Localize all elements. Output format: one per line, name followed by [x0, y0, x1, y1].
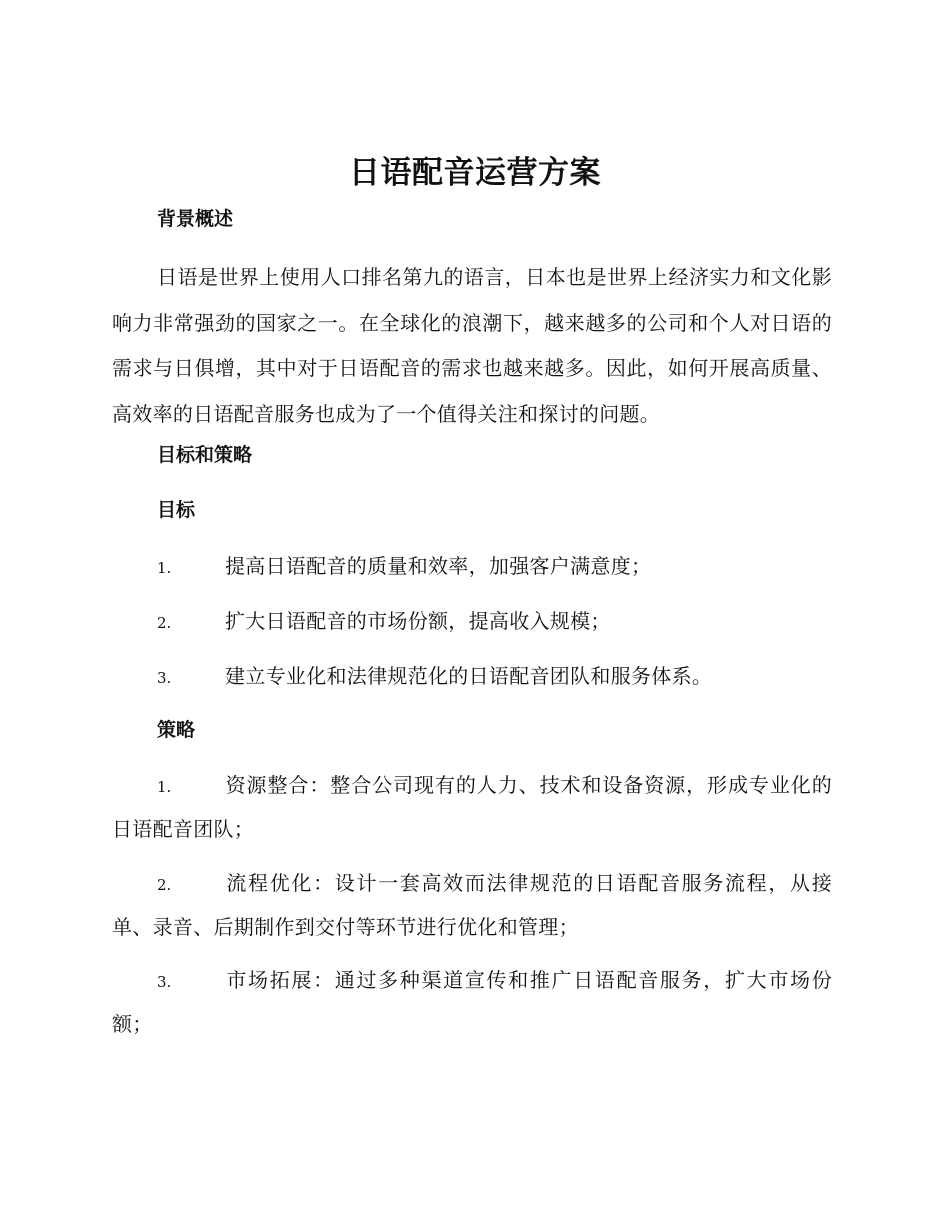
strategy-item-text: 流程优化：设计一套高效而法律规范的日语配音服务流程，从接单、录音、后期制作到交付等环节进行优化和管理； [112, 871, 832, 939]
goal-item [112, 545, 832, 589]
background-paragraph: 日语是世界上使用人口排名第九的语言，日本也是世界上经济实力和文化影响力非常强劲的国家之一。在全球化的浪潮下，越来越多的公司和个人对日语的需求与日俱增，其中对于日语配音的需求也越来越多。因此，如何开展高质量、高效率的日语配音服务也成为了一个值得关注和探讨的问题。 [112, 265, 832, 426]
strategy-item [112, 764, 832, 850]
strategy-item-number: 3. [157, 973, 172, 991]
strategy-item-text: 资源整合：整合公司现有的人力、技术和设备资源，形成专业化的日语配音团队； [112, 773, 832, 841]
heading-goals-and-strategy: 目标和策略 [157, 444, 253, 466]
strategy-item [112, 959, 832, 1045]
goal-item-text: 扩大日语配音的市场份额，提高收入规模； [225, 609, 611, 633]
heading-strategy: 策略 [157, 719, 196, 741]
heading-background: 背景概述 [157, 208, 234, 230]
strategy-item-number: 2. [157, 876, 172, 894]
heading-goals: 目标 [157, 499, 196, 521]
strategy-item-number: 1. [157, 778, 172, 796]
goal-item-number: 3. [157, 669, 172, 687]
strategy-item-text: 市场拓展：通过多种渠道宣传和推广日语配音服务，扩大市场份额； [112, 968, 832, 1036]
goal-item [112, 655, 832, 699]
strategy-item [112, 862, 832, 948]
goal-item-number: 2. [157, 614, 172, 632]
goal-item [112, 600, 832, 644]
document-title: 日语配音运营方案 [349, 155, 601, 191]
goal-item-text: 建立专业化和法律规范化的日语配音团队和服务体系。 [225, 664, 713, 688]
goal-item-number: 1. [157, 559, 172, 577]
goal-item-text: 提高日语配音的质量和效率，加强客户满意度； [225, 554, 652, 578]
